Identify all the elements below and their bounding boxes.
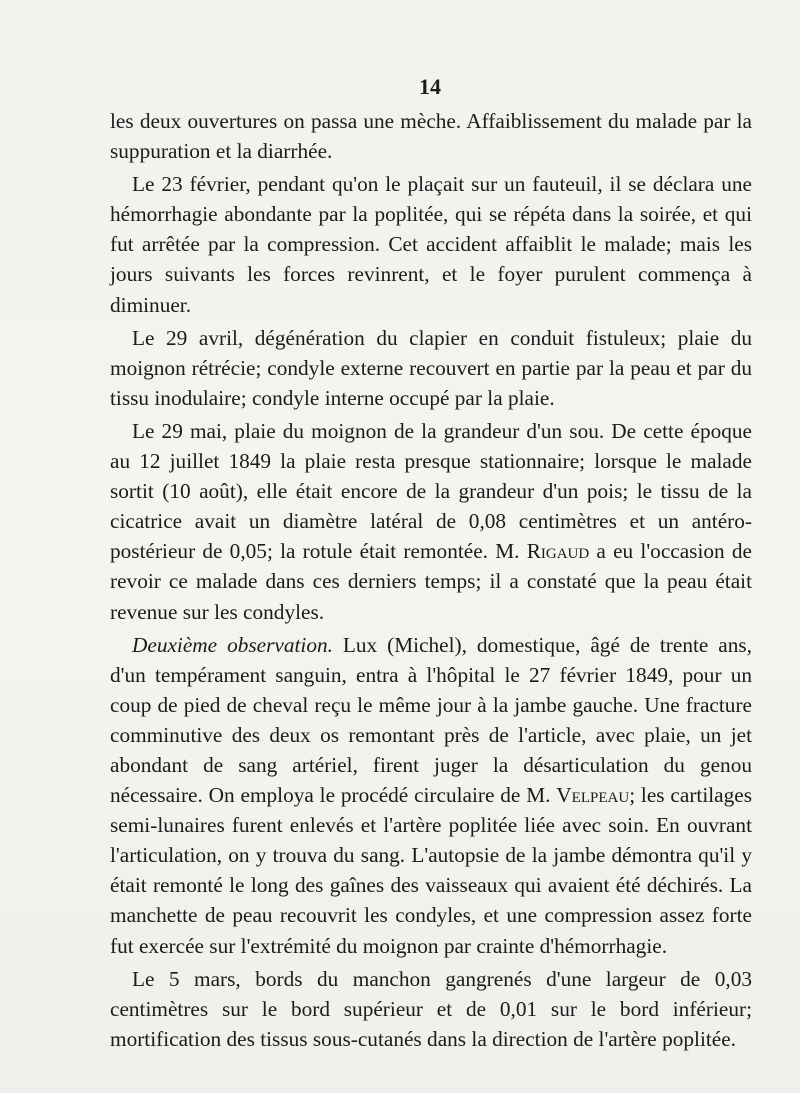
paragraph: Le 29 avril, dégénération du clapier en conduit fistuleux; plaie du moignon rétrécie; condyle externe recouvert en partie par la peau et par du tissu inodulaire; condyle interne occupé par la plaie.: [110, 325, 752, 410]
text-run: Le 29 mai, plaie du moignon de la grandeur d'un sou. De cette époque au 12 juillet 1849 la plaie resta presque stationnaire; lorsque le malade sortit (10 août), elle était encore de la grandeur d'un pois; le tissu de la cicatrice avait un diamètre latéral de 0,08 centimètres et un antéro-postérieur de 0,05; la rotule était remontée. M.: [110, 418, 752, 564]
paragraph: [110, 416, 752, 627]
paragraph: les deux ouvertures on passa une mèche. Affaiblissement du malade par la suppuration et la diarrhée.: [110, 109, 752, 164]
paragraph: Le 5 mars, bords du manchon gangrenés d'une largeur de 0,03 centimètres sur le bord supérieur et de 0,01 sur le bord inférieur; mortification des tissus sous-cutanés dans la direction de l'artère poplitée.: [110, 966, 752, 1051]
page-number: 14: [419, 74, 441, 99]
body-text: [110, 106, 752, 1057]
section-heading-italic: Deuxième observation.: [132, 632, 333, 657]
text-run: ; les cartilages semi-lunaires furent enlevés et l'artère poplitée liée avec soin. En ouvrant l'articulation, on y trouva du sang. L'autopsie de la jambe démontra qu'il y était remonté le long des gaînes des vaisseaux qui avaient été déchirés. La manchette de peau recouvrit les condyles, et une compression assez forte fut exercée sur l'extrémité du moignon par crainte d'hémorrhagie.: [110, 783, 752, 958]
paragraph: [110, 630, 752, 961]
text-run: Lux (Michel), domestique, âgé de trente ans, d'un tempérament sanguin, entra à l'hôpital le 27 février 1849, pour un coup de pied de cheval reçu le même jour à la jambe gauche. Une fracture comminutive des deux os remontant près de l'article, avec plaie, un jet abondant de sang artériel, firent juger la désarticulation du genou nécessaire. On employa le procédé circulaire de M.: [110, 632, 752, 808]
author-name-smallcaps: Rigaud: [526, 539, 590, 564]
paragraph: Le 23 février, pendant qu'on le plaçait sur un fauteuil, il se déclara une hémorrhagie abondante par la poplitée, qui se répéta dans la soirée, et qui fut arrêtée par la compression. Cet accident affaiblit le malade; mais les jours suivants les forces revinrent, et le foyer purulent commença à diminuer.: [110, 172, 752, 317]
text-run: a eu l'occasion de revoir ce malade dans ces derniers temps; il a constaté que la peau était revenue sur les condyles.: [110, 539, 752, 624]
author-name-smallcaps: Velpeau: [556, 783, 630, 808]
